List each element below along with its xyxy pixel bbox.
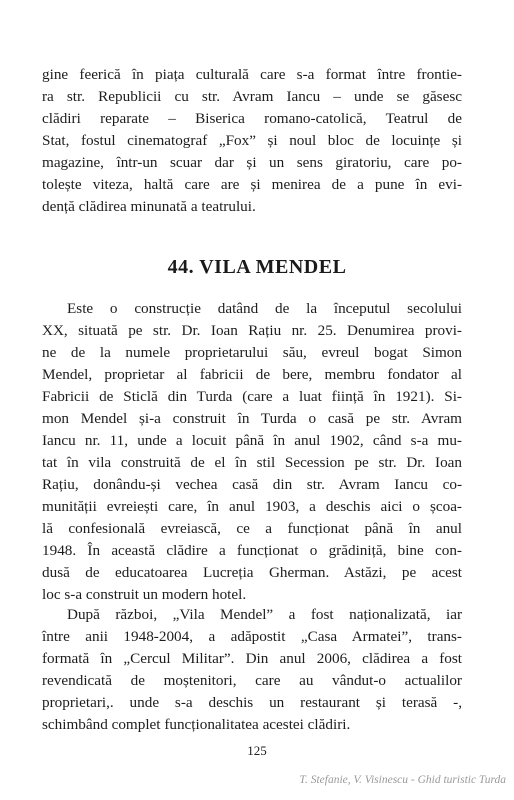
text-line: ne de la numele proprietarului său, evreul bogat Simon <box>42 344 462 361</box>
text-line: XX, situată pe str. Dr. Ioan Rațiu nr. 25. Denumirea provi- <box>42 322 462 339</box>
text-line: lă confesională evreiască, ce a funcționat până în anul <box>42 520 462 537</box>
text-line: formată în „Cercul Militar”. Din anul 2006, clădirea a fost <box>42 650 462 667</box>
footer-credit: T. Stefanie, V. Visinescu - Ghid turistic Turda <box>299 774 506 786</box>
text-line: Fabricii de Sticlă din Turda (care a luat ființă în 1921). Si- <box>42 388 462 405</box>
text-line: munității evreiești care, în anul 1903, a deschis aici o școa- <box>42 498 462 515</box>
text-line: mon Mendel și-a construit în Turda o casă pe str. Avram <box>42 410 462 427</box>
text-line: gine feerică în piața culturală care s-a format între frontie- <box>42 66 462 83</box>
text-line: tat în vila construită de el în stil Secession pe str. Dr. Ioan <box>42 454 462 471</box>
text-line: dență clădirea minunată a teatrului. <box>42 198 256 215</box>
page-number: 125 <box>247 743 267 758</box>
text-line: proprietari,. unde s-a deschis un restaurant și terasă -, <box>42 694 462 711</box>
text-line: Este o construcție datând de la începutul secolului <box>67 300 462 317</box>
text-line: Rațiu, donându-și vechea casă din str. Avram Iancu co- <box>42 476 462 493</box>
text-line: magazine, într-un scuar dar și un sens giratoriu, care po- <box>42 154 462 171</box>
text-line: ra str. Republicii cu str. Avram Iancu – unde se găsesc <box>42 88 462 105</box>
text-line: 1948. În această clădire a funcționat o grădiniță, bine con- <box>42 542 462 559</box>
text-line: Iancu nr. 11, unde a locuit până în anul 1902, când s-a mu- <box>42 432 462 449</box>
text-line: Stat, fostul cinematograf „Fox” și noul bloc de locuințe și <box>42 132 462 149</box>
text-line: tolește viteza, haltă care are și menirea de a pune în evi- <box>42 176 462 193</box>
text-line: clădiri reparate – Biserica romano-catolică, Teatrul de <box>42 110 462 127</box>
text-line: între anii 1948-2004, a adăpostit „Casa Armatei”, trans- <box>42 628 462 645</box>
text-line: schimbând complet funcționalitatea acestei clădiri. <box>42 716 351 733</box>
section-heading: 44. VILA MENDEL <box>167 256 347 278</box>
text-line: loc s-a construit un modern hotel. <box>42 586 247 603</box>
text-line: Mendel, proprietar al fabricii de bere, membru fondator al <box>42 366 462 383</box>
text-line: dusă de educatoarea Lucreția Gherman. Astăzi, pe acest <box>42 564 462 581</box>
text-line: revendicată de moștenitori, care au vândut-o actualilor <box>42 672 462 689</box>
text-line: După război, „Vila Mendel” a fost naționalizată, iar <box>67 606 462 623</box>
